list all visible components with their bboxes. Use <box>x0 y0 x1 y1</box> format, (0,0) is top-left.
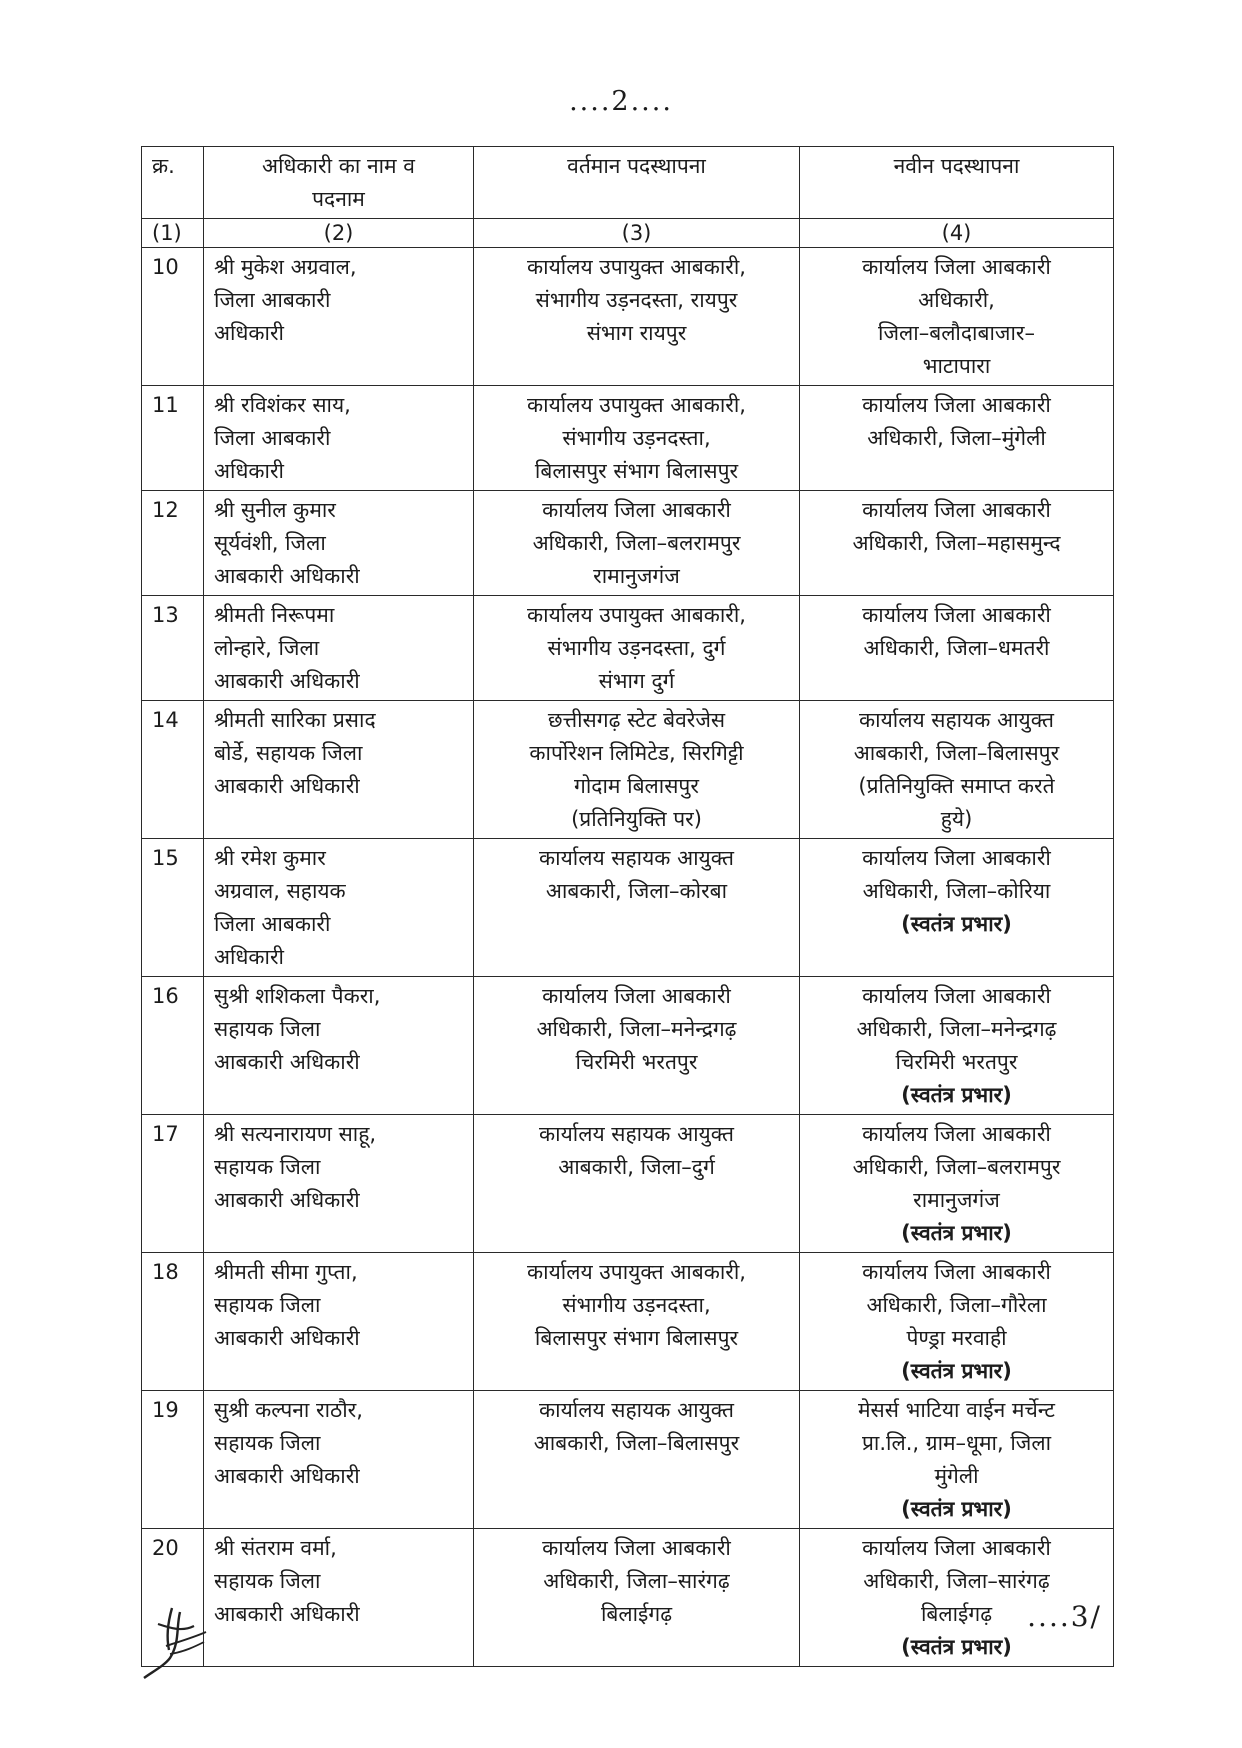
new-posting-line: अधिकारी, जिला–मनेन्द्रगढ़ <box>856 1017 1057 1041</box>
new-posting <box>800 1529 1114 1667</box>
new-posting-line: पेण्ड्रा मरवाही <box>906 1326 1007 1350</box>
independent-charge-note: (स्वतंत्र प्रभार) <box>901 1221 1012 1245</box>
officer-name-designation <box>204 596 474 701</box>
independent-charge-note: (स्वतंत्र प्रभार) <box>901 1083 1012 1107</box>
independent-charge-note: (स्वतंत्र प्रभार) <box>901 912 1012 936</box>
signature-mark <box>140 1602 220 1688</box>
current-posting-line: अधिकारी, जिला–मनेन्द्रगढ़ <box>536 1017 737 1041</box>
new-posting <box>800 839 1114 977</box>
officer-name-designation <box>204 1529 474 1667</box>
new-posting-line: अधिकारी, जिला–धमतरी <box>863 636 1050 660</box>
current-posting-line: संभागीय उड़नदस्ता, दुर्ग <box>547 636 726 660</box>
serial-number: 12 <box>142 491 204 596</box>
new-posting-line: रामानुजगंज <box>913 1188 1000 1212</box>
new-posting-line: अधिकारी, जिला–गौरेला <box>866 1293 1047 1317</box>
current-posting-line: अधिकारी, जिला–सारंगढ़ <box>543 1569 730 1593</box>
table-row <box>142 701 1114 839</box>
serial-number: 15 <box>142 839 204 977</box>
new-posting-line: कार्यालय जिला आबकारी <box>862 603 1051 627</box>
current-posting <box>474 1253 800 1391</box>
new-posting <box>800 386 1114 491</box>
officer-name-designation-line: श्रीमती निरूपमा <box>214 603 335 627</box>
header-officer <box>204 147 474 219</box>
new-posting <box>800 596 1114 701</box>
officer-name-designation-line: श्री रविशंकर साय, <box>214 393 351 417</box>
new-posting-line: जिला–बलौदाबाजार– <box>878 321 1035 345</box>
officer-name-designation-line: अधिकारी <box>214 945 284 969</box>
officer-name-designation-line: जिला आबकारी <box>214 426 331 450</box>
current-posting <box>474 386 800 491</box>
table-row <box>142 1529 1114 1667</box>
officer-name-designation <box>204 248 474 386</box>
new-posting-line: कार्यालय जिला आबकारी <box>862 1536 1051 1560</box>
current-posting-line: गोदाम बिलासपुर <box>574 774 699 798</box>
serial-number: 17 <box>142 1115 204 1253</box>
officer-name-designation-line: आबकारी अधिकारी <box>214 1050 360 1074</box>
current-posting-line: संभागीय उड़नदस्ता, <box>562 1293 711 1317</box>
column-number: (1) <box>142 219 204 248</box>
current-posting-line: कार्यालय उपायुक्त आबकारी, <box>527 255 746 279</box>
current-posting-line: कार्यालय सहायक आयुक्त <box>539 846 734 870</box>
new-posting-line: अधिकारी, जिला–कोरिया <box>862 879 1051 903</box>
new-posting-line: अधिकारी, जिला–महासमुन्द <box>852 531 1061 555</box>
column-number-row <box>142 219 1114 248</box>
new-posting <box>800 491 1114 596</box>
postings-table <box>141 146 1114 1667</box>
officer-name-designation-line: लोन्हारे, जिला <box>214 636 320 660</box>
officer-name-designation <box>204 491 474 596</box>
new-posting <box>800 1391 1114 1529</box>
new-posting <box>800 977 1114 1115</box>
officer-name-designation-line: आबकारी अधिकारी <box>214 1326 360 1350</box>
table-row <box>142 1391 1114 1529</box>
current-posting-line: कार्पोरेशन लिमिटेड, सिरगिट्टी <box>529 741 744 765</box>
new-posting-line: प्रा.लि., ग्राम–धूमा, जिला <box>861 1431 1052 1455</box>
current-posting-line: बिलासपुर संभाग बिलासपुर <box>534 1326 739 1350</box>
current-posting-line: कार्यालय सहायक आयुक्त <box>539 1398 734 1422</box>
table-row <box>142 1253 1114 1391</box>
officer-name-designation-line: जिला आबकारी <box>214 912 331 936</box>
officer-name-designation <box>204 839 474 977</box>
new-posting-line: मुंगेली <box>934 1464 979 1488</box>
page-number: ....2.... <box>569 86 673 117</box>
officer-name-designation-line: श्री सत्यनारायण साहू, <box>214 1122 377 1146</box>
current-posting-line: कार्यालय जिला आबकारी <box>542 1536 731 1560</box>
current-posting-line: संभाग दुर्ग <box>598 669 675 693</box>
officer-name-designation-line: अधिकारी <box>214 459 284 483</box>
officer-name-designation-line: आबकारी अधिकारी <box>214 669 360 693</box>
serial-number: 20 <box>142 1529 204 1667</box>
officer-name-designation-line: आबकारी अधिकारी <box>214 1602 360 1626</box>
officer-name-designation <box>204 1253 474 1391</box>
officer-name-designation-line: आबकारी अधिकारी <box>214 1188 360 1212</box>
new-posting-line: कार्यालय जिला आबकारी <box>862 255 1051 279</box>
current-posting-line: कार्यालय उपायुक्त आबकारी, <box>527 603 746 627</box>
serial-number: 13 <box>142 596 204 701</box>
table-row <box>142 1115 1114 1253</box>
column-number: (4) <box>800 219 1114 248</box>
new-posting-line: कार्यालय सहायक आयुक्त <box>859 708 1054 732</box>
officer-name-designation-line: सुश्री शशिकला पैकरा, <box>214 984 381 1008</box>
independent-charge-note: (स्वतंत्र प्रभार) <box>901 1359 1012 1383</box>
officer-name-designation-line: श्री संतराम वर्मा, <box>214 1536 337 1560</box>
new-posting <box>800 1253 1114 1391</box>
header-officer-line: अधिकारी का नाम व <box>262 154 415 178</box>
new-posting-line: अधिकारी, जिला–सारंगढ़ <box>863 1569 1050 1593</box>
current-posting <box>474 596 800 701</box>
new-posting-line: चिरमिरी भरतपुर <box>895 1050 1018 1074</box>
officer-name-designation-line: अग्रवाल, सहायक <box>214 879 346 903</box>
table-row <box>142 977 1114 1115</box>
new-posting-line: अधिकारी, <box>918 288 995 312</box>
officer-name-designation-line: जिला आबकारी <box>214 288 331 312</box>
new-posting-line: मेसर्स भाटिया वाईन मर्चेन्ट <box>858 1398 1055 1422</box>
serial-number: 11 <box>142 386 204 491</box>
new-posting-line: अधिकारी, जिला–बलरामपुर <box>852 1155 1061 1179</box>
officer-name-designation-line: सहायक जिला <box>214 1017 321 1041</box>
current-posting <box>474 839 800 977</box>
current-posting <box>474 1529 800 1667</box>
table-row <box>142 839 1114 977</box>
officer-name-designation-line: श्रीमती सीमा गुप्ता, <box>214 1260 358 1284</box>
officer-name-designation-line: सहायक जिला <box>214 1293 321 1317</box>
current-posting <box>474 977 800 1115</box>
officer-name-designation-line: आबकारी अधिकारी <box>214 1464 360 1488</box>
current-posting <box>474 1115 800 1253</box>
current-posting-line: अधिकारी, जिला–बलरामपुर <box>532 531 741 555</box>
new-posting-line: बिलाईगढ़ <box>920 1602 993 1626</box>
officer-name-designation <box>204 386 474 491</box>
new-posting-line: कार्यालय जिला आबकारी <box>862 498 1051 522</box>
current-posting-line: (प्रतिनियुक्ति पर) <box>571 807 702 831</box>
new-posting-line: भाटापारा <box>922 354 991 378</box>
officer-name-designation-line: आबकारी अधिकारी <box>214 774 360 798</box>
current-posting-line: संभागीय उड़नदस्ता, <box>562 426 711 450</box>
current-posting-line: आबकारी, जिला–बिलासपुर <box>533 1431 740 1455</box>
serial-number: 10 <box>142 248 204 386</box>
current-posting-line: कार्यालय सहायक आयुक्त <box>539 1122 734 1146</box>
continued-marker: ....3/ <box>1027 1600 1102 1633</box>
table-body <box>142 248 1114 1667</box>
current-posting-line: संभागीय उड़नदस्ता, रायपुर <box>535 288 738 312</box>
officer-name-designation-line: आबकारी अधिकारी <box>214 564 360 588</box>
current-posting-line: आबकारी, जिला–कोरबा <box>545 879 728 903</box>
officer-name-designation-line: अधिकारी <box>214 321 284 345</box>
new-posting-line: हुये) <box>940 807 973 831</box>
new-posting-line: कार्यालय जिला आबकारी <box>862 984 1051 1008</box>
officer-name-designation-line: श्रीमती सारिका प्रसाद <box>214 708 376 732</box>
new-posting-line: अधिकारी, जिला–मुंगेली <box>867 426 1046 450</box>
table-row <box>142 491 1114 596</box>
officer-name-designation <box>204 1115 474 1253</box>
officer-name-designation-line: बोर्डे, सहायक जिला <box>214 741 363 765</box>
current-posting-line: रामानुजगंज <box>593 564 680 588</box>
officer-name-designation-line: श्री सुनील कुमार <box>214 498 336 522</box>
current-posting <box>474 701 800 839</box>
header-serial: क्र. <box>142 147 204 219</box>
new-posting-line: कार्यालय जिला आबकारी <box>862 1260 1051 1284</box>
new-posting <box>800 248 1114 386</box>
serial-number: 14 <box>142 701 204 839</box>
serial-number: 16 <box>142 977 204 1115</box>
new-posting-line: (प्रतिनियुक्ति समाप्त करते <box>858 774 1055 798</box>
serial-number: 18 <box>142 1253 204 1391</box>
header-current-posting: वर्तमान पदस्थापना <box>474 147 800 219</box>
current-posting-line: बिलाईगढ़ <box>600 1602 673 1626</box>
officer-name-designation-line: सुश्री कल्पना राठौर, <box>214 1398 363 1422</box>
current-posting-line: संभाग रायपुर <box>586 321 687 345</box>
current-posting-line: कार्यालय जिला आबकारी <box>542 984 731 1008</box>
table-row <box>142 596 1114 701</box>
table-row <box>142 386 1114 491</box>
independent-charge-note: (स्वतंत्र प्रभार) <box>901 1635 1012 1659</box>
current-posting <box>474 491 800 596</box>
header-new-posting: नवीन पदस्थापना <box>800 147 1114 219</box>
current-posting-line: चिरमिरी भरतपुर <box>575 1050 698 1074</box>
current-posting-line: आबकारी, जिला–दुर्ग <box>558 1155 715 1179</box>
current-posting-line: बिलासपुर संभाग बिलासपुर <box>534 459 739 483</box>
new-posting-line: कार्यालय जिला आबकारी <box>862 393 1051 417</box>
current-posting-line: छत्तीसगढ़ स्टेट बेवरेजेस <box>547 708 726 732</box>
header-officer-line: पदनाम <box>312 187 365 211</box>
serial-number: 19 <box>142 1391 204 1529</box>
new-posting <box>800 701 1114 839</box>
table-row <box>142 248 1114 386</box>
officer-name-designation <box>204 977 474 1115</box>
current-posting <box>474 1391 800 1529</box>
column-number: (2) <box>204 219 474 248</box>
current-posting-line: कार्यालय उपायुक्त आबकारी, <box>527 1260 746 1284</box>
officer-name-designation-line: सहायक जिला <box>214 1569 321 1593</box>
officer-name-designation <box>204 701 474 839</box>
current-posting-line: कार्यालय जिला आबकारी <box>542 498 731 522</box>
officer-name-designation-line: श्री रमेश कुमार <box>214 846 326 870</box>
new-posting-line: कार्यालय जिला आबकारी <box>862 846 1051 870</box>
current-posting <box>474 248 800 386</box>
column-number: (3) <box>474 219 800 248</box>
new-posting-line: कार्यालय जिला आबकारी <box>862 1122 1051 1146</box>
officer-name-designation <box>204 1391 474 1529</box>
officer-name-designation-line: सूर्यवंशी, जिला <box>214 531 326 555</box>
new-posting-line: आबकारी, जिला–बिलासपुर <box>853 741 1060 765</box>
header-row <box>142 147 1114 219</box>
officer-name-designation-line: श्री मुकेश अग्रवाल, <box>214 255 357 279</box>
officer-name-designation-line: सहायक जिला <box>214 1155 321 1179</box>
independent-charge-note: (स्वतंत्र प्रभार) <box>901 1497 1012 1521</box>
new-posting <box>800 1115 1114 1253</box>
officer-name-designation-line: सहायक जिला <box>214 1431 321 1455</box>
current-posting-line: कार्यालय उपायुक्त आबकारी, <box>527 393 746 417</box>
